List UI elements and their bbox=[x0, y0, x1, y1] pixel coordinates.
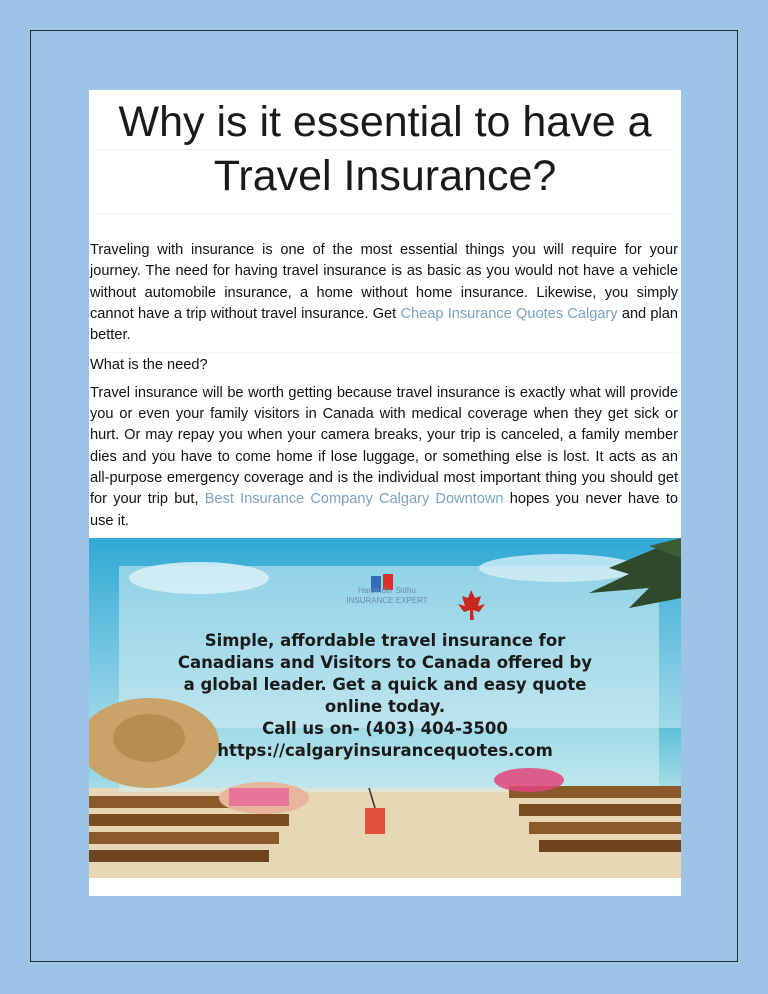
brand-tagline: INSURANCE EXPERT bbox=[346, 596, 428, 605]
cheap-insurance-quotes-link[interactable]: Cheap Insurance Quotes Calgary bbox=[400, 305, 618, 322]
question-heading: What is the need? bbox=[90, 352, 678, 376]
banner-message bbox=[89, 630, 681, 762]
best-insurance-company-link[interactable]: Best Insurance Company Calgary Downtown bbox=[204, 491, 504, 508]
intro-text: Traveling with insurance is one of the most essential things you will require for your journey. The need for having travel insurance is as basic as you would not have a vehicle without automobile insurance, a home without home insurance. Likewise, you simply cannot have a trip without travel insurance. Get bbox=[90, 242, 678, 322]
banner-phone: Call us on- (403) 404-3500 bbox=[262, 719, 508, 738]
title-line-1: Why is it essential to have a bbox=[97, 96, 673, 150]
travel-insurance-banner bbox=[89, 538, 681, 878]
need-text-end: hopes you never have to use it. bbox=[90, 491, 678, 529]
title-line-2: Travel Insurance? bbox=[97, 150, 673, 214]
banner-url: https://calgaryinsurancequotes.com bbox=[217, 741, 553, 760]
brand-name: Harpinder Sidhu bbox=[358, 586, 416, 595]
banner-line-3: a global leader. Get a quick and easy quote bbox=[183, 675, 587, 694]
intro-paragraph bbox=[90, 240, 678, 346]
banner-line-4: online today. bbox=[324, 697, 446, 716]
brand-block bbox=[327, 586, 447, 606]
need-text: Travel insurance will be worth getting because travel insurance is exactly what will provide you or even your family visitors in Canada with medical coverage when they get sick or hurt. Or may repay you when your camera breaks, your trip is canceled, a family member dies and you have to come home if lose luggage, or something else is lost. It acts as an all-purpose emergency coverage and is the individual most important thing you should get for your trip but, bbox=[90, 384, 678, 508]
intro-text-end: and plan better. bbox=[90, 305, 678, 344]
banner-line-2: Canadians and Visitors to Canada offered by bbox=[177, 653, 593, 672]
page-title bbox=[89, 90, 681, 214]
banner-line-1: Simple, affordable travel insurance for bbox=[204, 631, 566, 650]
article-body bbox=[89, 240, 681, 532]
need-paragraph bbox=[90, 383, 678, 532]
cocktail-icon bbox=[365, 808, 385, 834]
document-page bbox=[89, 90, 681, 896]
